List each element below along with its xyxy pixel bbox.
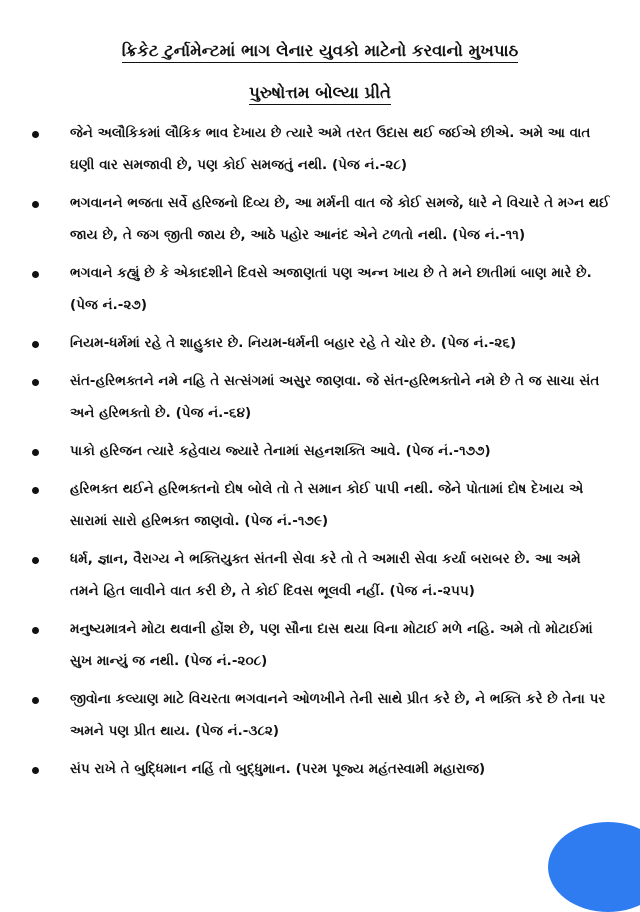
bullet-icon bbox=[32, 767, 39, 774]
bullet-icon bbox=[32, 557, 39, 564]
bullet-icon bbox=[32, 379, 39, 386]
point-text: સંપ રાખે તે બુદ્ધિમાન નહિં તો બુદ્ધુમાન. (પરમ પૂજ્ય મહંતસ્વામી મહારાજ) bbox=[70, 762, 486, 777]
list-item bbox=[30, 544, 610, 608]
document-subtitle-text: પુરુષોત્તમ બોલ્યા પ્રીતે bbox=[249, 83, 391, 105]
list-item bbox=[30, 684, 610, 748]
bullet-icon bbox=[32, 201, 39, 208]
bullet-icon bbox=[32, 449, 39, 456]
point-text: ધર્મ, જ્ઞાન, વૈરાગ્ય ને ભક્તિયુક્ત સંતની સેવા કરે તો તે અમારી સેવા કર્યા બરાબર છે. આ અમે તમને હિત લાવીને વાત કરી છે, તે કોઈ દિવસ ભૂલવી નહીં. (પેજ નં.-૨૫૫) bbox=[70, 552, 581, 599]
document-title bbox=[30, 40, 610, 62]
list-item bbox=[30, 328, 610, 360]
point-text: ભગવાને કહ્યું છે કે એકાદશીને દિવસે અજાણતાં પણ અન્ન ખાય છે તે મને છાતીમાં બાણ મારે છે. (પેજ નં.-૨૭) bbox=[70, 266, 592, 313]
point-text: સંત-હરિભક્તને નમે નહિ તે સત્સંગમાં અસુર જાણવા. જે સંત-હરિભક્તોને નમે છે તે જ સાચા સંત અને હરિભક્તો છે. (પેજ નં.-૬૪) bbox=[70, 374, 600, 421]
list-item bbox=[30, 614, 610, 678]
bullet-icon bbox=[32, 627, 39, 634]
point-text: હરિભક્ત થઈને હરિભક્તનો દોષ બોલે તો તે સમાન કોઈ પાપી નથી. જેને પોતામાં દોષ દેખાય એ સારામાં સારો હરિભક્ત જાણવો. (પેજ નં.-૧૭૯) bbox=[70, 482, 584, 529]
list-item bbox=[30, 258, 610, 322]
list-item bbox=[30, 118, 610, 182]
bullet-icon bbox=[32, 487, 39, 494]
list-item bbox=[30, 366, 610, 430]
point-text: નિયમ-ધર્મમાં રહે તે શાહુકાર છે. નિયમ-ધર્મની બહાર રહે તે ચોર છે. (પેજ નં.-૨૬) bbox=[70, 336, 517, 351]
list-item bbox=[30, 474, 610, 538]
document-subtitle bbox=[30, 82, 610, 104]
point-text: ભગવાનને ભજતા સર્વે હરિજનો દિવ્ય છે, આ મર્મની વાત જે કોઈ સમજે, ધારે ને વિચારે તે મગ્ન થઈ જાય છે, તે જગ જીતી જાય છે, આઠે પહોર આનંદ એને ટળતો નથી. (પેજ નં.-૧૧) bbox=[70, 196, 610, 243]
points-list bbox=[30, 118, 610, 786]
bullet-icon bbox=[32, 341, 39, 348]
list-item bbox=[30, 188, 610, 252]
bullet-icon bbox=[32, 697, 39, 704]
bullet-icon bbox=[32, 131, 39, 138]
document-title-text: ક્રિકેટ ટુર્નામેન્ટમાં ભાગ લેનાર યુવકો માટેનો કરવાનો મુખપાઠ bbox=[122, 41, 518, 63]
list-item bbox=[30, 436, 610, 468]
point-text: જીવોના કલ્યાણ માટે વિચરતા ભગવાનને ઓળખીને તેની સાથે પ્રીત કરે છે, ને ભક્તિ કરે છે તેના પર અમને પણ પ્રીત થાય. (પેજ નં.-૩૮૨) bbox=[70, 692, 606, 739]
bullet-icon bbox=[32, 271, 39, 278]
list-item bbox=[30, 754, 610, 786]
point-text: જેને અલૌકિકમાં લૌકિક ભાવ દેખાય છે ત્યારે અમે તરત ઉદાસ થઈ જઈએ છીએ. અમે આ વાત ઘણી વાર સમજાવી છે, પણ કોઈ સમજતું નથી. (પેજ નં.-૨૮) bbox=[70, 126, 591, 173]
point-text: મનુષ્યમાત્રને મોટા થવાની હોંશ છે, પણ સૌના દાસ થયા વિના મોટાઈ મળે નહિ. અમે તો મોટાઈમાં સુખ માન્યું જ નથી. (પેજ નં.-૨૦૮) bbox=[70, 622, 593, 669]
point-text: પાકો હરિજન ત્યારે કહેવાય જ્યારે તેનામાં સહનશક્તિ આવે. (પેજ નં.-૧૭૭) bbox=[70, 444, 491, 459]
